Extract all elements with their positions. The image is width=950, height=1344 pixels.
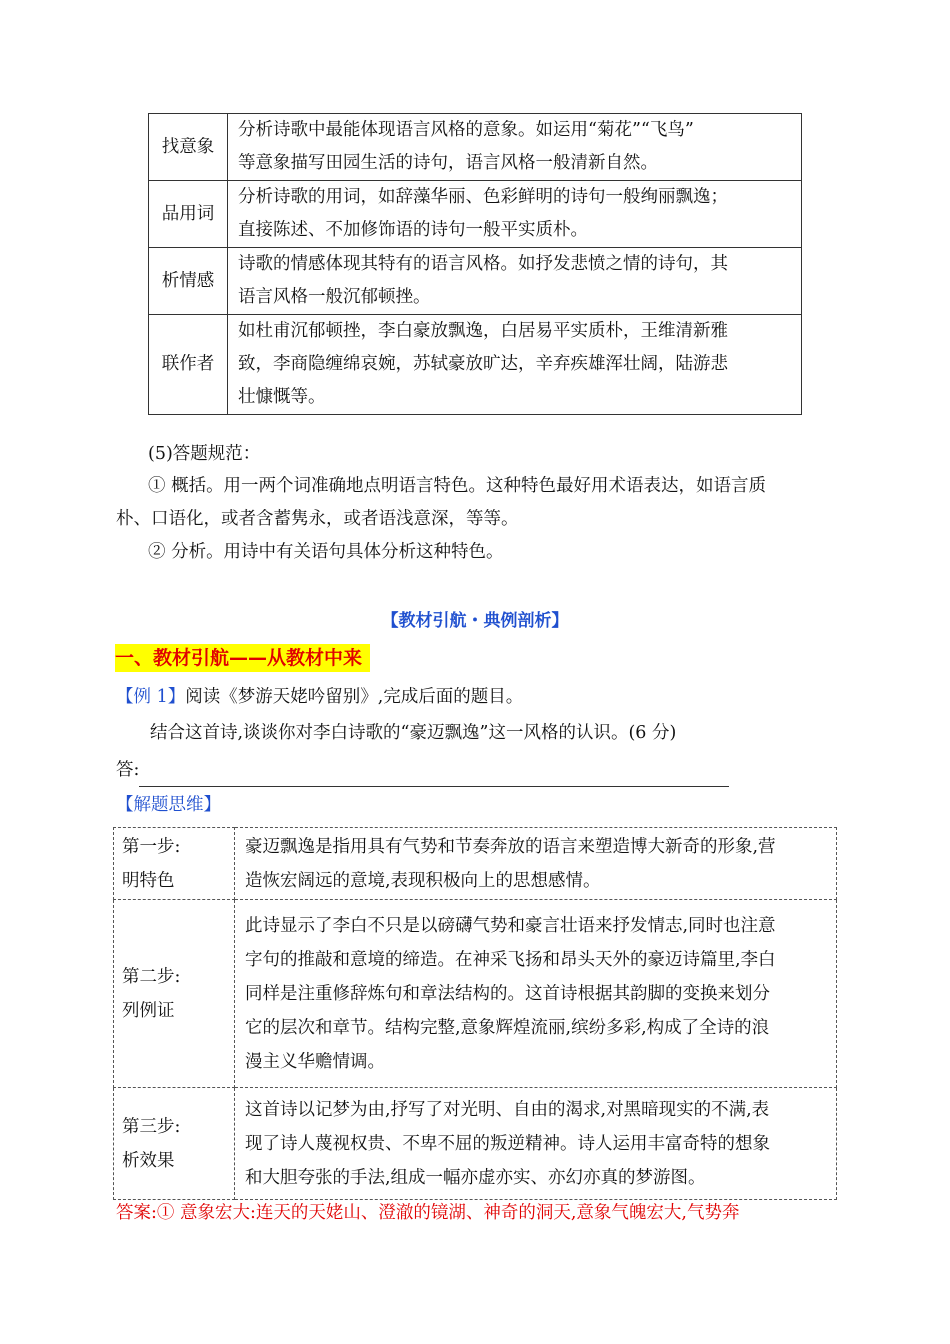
step-content	[235, 900, 837, 1088]
step-label	[114, 828, 235, 900]
step-label-line: 第三步:	[122, 1116, 181, 1137]
row-content	[228, 248, 802, 315]
step-label	[114, 1088, 235, 1200]
row-line: 语言风格一般沉郁顿挫。	[238, 287, 431, 307]
section-heading: 【教材引航・典例剖析】	[381, 611, 569, 631]
example-text: 阅读《梦游天姥吟留别》,完成后面的题目。	[185, 687, 524, 707]
answer-blank[interactable]	[139, 766, 729, 787]
answer-line	[116, 754, 729, 787]
norms-title: (5)答题规范：	[148, 444, 261, 464]
table-row	[149, 248, 802, 315]
table-row	[149, 315, 802, 415]
table-row	[114, 900, 837, 1088]
step-line: 此诗显示了李白不只是以磅礴气势和豪言壮语来抒发情志,同时也注意	[245, 915, 776, 936]
step-label-line: 列例证	[122, 1000, 175, 1021]
row-line: 分析诗歌的用词，如辞藻华丽、色彩鲜明的诗句一般绚丽飘逸；	[238, 187, 728, 207]
step-label-line: 析效果	[122, 1150, 175, 1171]
row-line: 诗歌的情感体现其特有的语言风格。如抒发悲愤之情的诗句，其	[238, 254, 728, 274]
example-tag: 【例 1】	[116, 687, 186, 707]
answer-label: 答:	[116, 760, 140, 780]
step-line: 造恢宏阔远的意境,表现积极向上的思想感情。	[245, 870, 601, 891]
step-content	[235, 828, 837, 900]
step-line: 现了诗人蔑视权贵、不卑不屈的叛逆精神。诗人运用丰富奇特的想象	[245, 1133, 770, 1154]
norms-point-1-line-2: 朴、口语化，或者含蓄隽永，或者语浅意深，等等。	[116, 509, 519, 529]
thinking-title: 【解题思维】	[116, 795, 221, 815]
row-label: 析情感	[149, 248, 228, 315]
step-line: 和大胆夸张的手法,组成一幅亦虚亦实、亦幻亦真的梦游图。	[245, 1167, 706, 1188]
row-content	[228, 181, 802, 248]
table-row	[149, 114, 802, 181]
row-line: 致，李商隐缠绵哀婉，苏轼豪放旷达，辛弃疾雄浑壮阔，陆游悲	[238, 354, 728, 374]
step-label-line: 第二步:	[122, 966, 181, 987]
step-line: 这首诗以记梦为由,抒写了对光明、自由的渴求,对黑暗现实的不满,表	[245, 1099, 770, 1120]
step-content	[235, 1088, 837, 1200]
row-content	[228, 114, 802, 181]
table-row	[114, 1088, 837, 1200]
step-line: 同样是注重修辞炼句和章法结构的。这首诗根据其韵脚的变换来划分	[245, 983, 770, 1004]
table-row	[149, 181, 802, 248]
section-1-title: 一、教材引航——从教材中来	[115, 644, 370, 672]
row-label: 品用词	[149, 181, 228, 248]
row-line: 等意象描写田园生活的诗句，语言风格一般清新自然。	[238, 153, 658, 173]
answer-text: 答案:① 意象宏大:连天的天姥山、澄澈的镜湖、神奇的洞天,意象气魄宏大,气势奔	[116, 1203, 740, 1223]
step-line: 豪迈飘逸是指用具有气势和节奏奔放的语言来塑造博大新奇的形象,营	[245, 836, 776, 857]
example-line	[116, 681, 523, 714]
step-line: 字句的推敲和意境的缔造。在神采飞扬和昂头天外的豪迈诗篇里,李白	[245, 949, 776, 970]
table-row	[114, 828, 837, 900]
solution-steps-table	[113, 827, 837, 1200]
step-line: 它的层次和章节。结构完整,意象辉煌流丽,缤纷多彩,构成了全诗的浪	[245, 1017, 770, 1038]
norms-point-1-line-1: ① 概括。用一两个词准确地点明语言特色。这种特色最好用术语表达，如语言质	[148, 476, 767, 496]
row-label: 联作者	[149, 315, 228, 415]
step-label-line: 明特色	[122, 870, 175, 891]
row-line: 直接陈述、不加修饰语的诗句一般平实质朴。	[238, 220, 588, 240]
row-line: 分析诗歌中最能体现语言风格的意象。如运用“菊花”“飞鸟”	[238, 120, 694, 140]
row-content	[228, 315, 802, 415]
row-label: 找意象	[149, 114, 228, 181]
step-label-line: 第一步:	[122, 836, 181, 857]
row-line: 壮慷慨等。	[238, 387, 326, 407]
step-line: 漫主义华赡情调。	[245, 1051, 385, 1072]
norms-point-2: ② 分析。用诗中有关语句具体分析这种特色。	[148, 542, 504, 562]
row-line: 如杜甫沉郁顿挫，李白豪放飘逸，白居易平实质朴，王维清新雅	[238, 321, 728, 341]
step-label	[114, 900, 235, 1088]
style-analysis-table	[148, 113, 802, 415]
example-question: 结合这首诗,谈谈你对李白诗歌的“豪迈飘逸”这一风格的认识。(6 分)	[150, 723, 677, 743]
